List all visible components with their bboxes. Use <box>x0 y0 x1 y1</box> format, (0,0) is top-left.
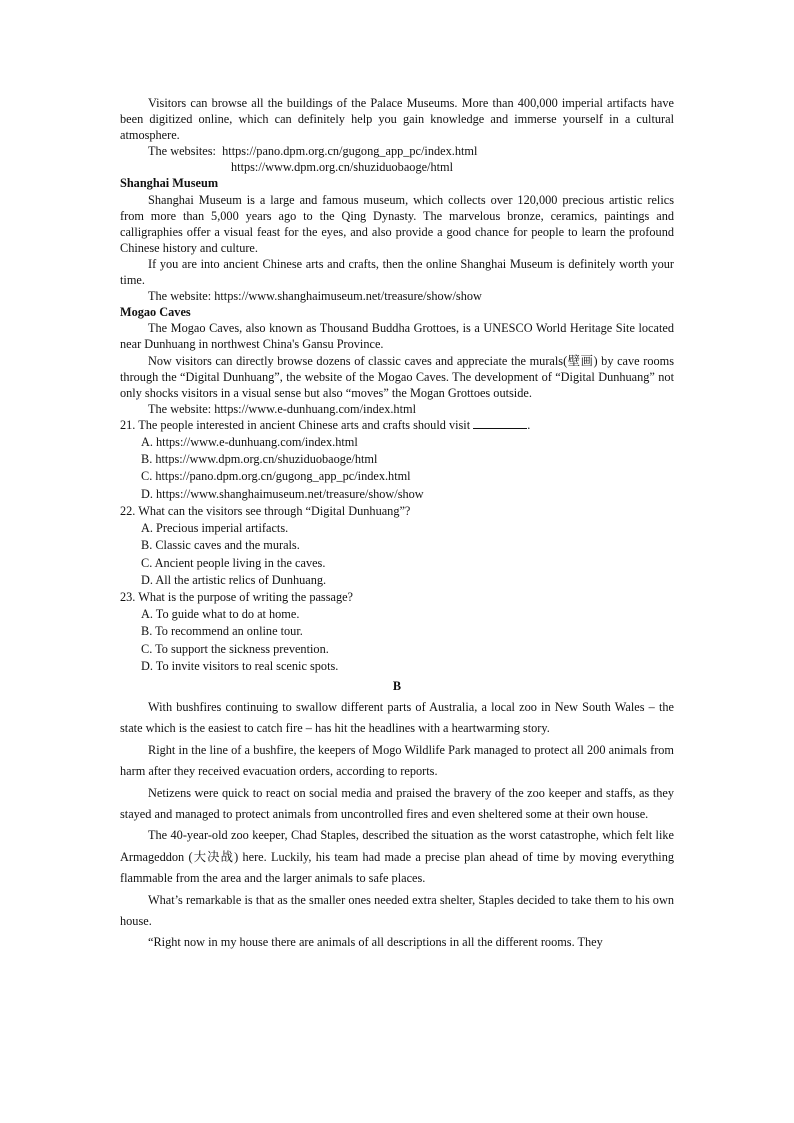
section-b-paragraph: Right in the line of a bushfire, the keepers of Mogo Wildlife Park managed to protect all 200 animals from harm after they received evacuation orders, according to reports. <box>120 742 674 779</box>
question-21-option-b[interactable]: B. https://www.dpm.org.cn/shuziduobaoge/html <box>141 452 378 467</box>
palace-websites <box>120 143 674 159</box>
palace-websites-label: The websites: <box>148 144 216 159</box>
question-21-option-d[interactable]: D. https://www.shanghaimuseum.net/treasure/show/show <box>141 486 424 501</box>
question-23-option-d[interactable]: D. To invite visitors to real scenic spots. <box>141 658 339 673</box>
palace-url-2[interactable]: https://www.dpm.org.cn/shuziduobaoge/html <box>231 160 454 175</box>
question-23-option-b[interactable]: B. To recommend an online tour. <box>141 624 303 639</box>
section-b-paragraph: What’s remarkable is that as the smaller ones needed extra shelter, Staples decided to take them to his own house. <box>120 892 674 928</box>
answer-blank <box>473 417 527 429</box>
section-b-paragraph: “Right now in my house there are animals of all descriptions in all the different rooms. They <box>148 935 603 950</box>
document-page <box>120 95 674 954</box>
section-b-paragraph: The 40-year-old zoo keeper, Chad Staples, described the situation as the worst catastrophe, which felt like Armageddon (大决战) here. Luckily, his team had made a precise plan ahead of time by moving everything flammable from the area and the larger animals to safe places. <box>120 828 674 886</box>
shanghai-heading: Shanghai Museum <box>120 176 219 191</box>
question-22-stem: 22. What can the visitors see through “Digital Dunhuang”? <box>120 503 411 518</box>
mogao-paragraph-1: The Mogao Caves, also known as Thousand Buddha Grottoes, is a UNESCO World Heritage Site located near Dunhuang in northwest China's Gansu Province. <box>120 321 674 352</box>
question-block <box>120 417 674 675</box>
section-b-paragraph: With bushfires continuing to swallow different parts of Australia, a local zoo in New South Wales – the state which is the easiest to catch fire – has hit the headlines with a heartwarming story. <box>120 699 674 736</box>
mogao-heading: Mogao Caves <box>120 305 191 320</box>
question-23-option-c[interactable]: C. To support the sickness prevention. <box>141 641 329 656</box>
shanghai-paragraph-2: If you are into ancient Chinese arts and crafts, then the online Shanghai Museum is definitely worth your time. <box>120 256 674 288</box>
question-21-option-c[interactable]: C. https://pano.dpm.org.cn/gugong_app_pc/index.html <box>141 469 411 484</box>
section-b-paragraph: Netizens were quick to react on social media and praised the bravery of the zoo keeper and staffs, as they stayed and managed to protect animals from uncontrolled fires and even sheltered some at their own house. <box>120 785 674 821</box>
section-a <box>120 95 674 417</box>
question-22-option-a[interactable]: A. Precious imperial artifacts. <box>141 521 289 536</box>
question-22-option-b[interactable]: B. Classic caves and the murals. <box>141 538 300 553</box>
section-b <box>120 697 674 954</box>
mogao-paragraph-2: Now visitors can directly browse dozens of classic caves and appreciate the murals(壁画) by cave rooms through the “Digital Dunhuang”, the website of the Mogao Caves. The development of “Digital Dunhuang” not only shocks visitors in a visual sense but also “moves” the Mogan Grottoes outside. <box>120 353 674 400</box>
question-21-stem: 21. The people interested in ancient Chinese arts and crafts should visit . <box>120 417 531 432</box>
question-22-option-c[interactable]: C. Ancient people living in the caves. <box>141 555 326 570</box>
question-23-option-a[interactable]: A. To guide what to do at home. <box>141 607 300 622</box>
section-b-label: B <box>392 678 402 693</box>
question-23-stem: 23. What is the purpose of writing the passage? <box>120 589 354 604</box>
question-22-option-d[interactable]: D. All the artistic relics of Dunhuang. <box>141 572 327 587</box>
shanghai-paragraph-1: Shanghai Museum is a large and famous museum, which collects over 120,000 precious artistic relics from more than 5,000 years ago to the Qing Dynasty. The marvelous bronze, ceramics, paintings and calligraphies offer a visual feast for the eyes, and also provide a good chance for people to learn the profound Chinese history and culture. <box>120 192 674 255</box>
shanghai-website: The website: https://www.shanghaimuseum.net/treasure/show/show <box>148 289 482 304</box>
mogao-website: The website: https://www.e-dunhuang.com/index.html <box>148 401 416 416</box>
palace-url-1[interactable]: https://pano.dpm.org.cn/gugong_app_pc/index.html <box>222 144 478 159</box>
question-21-option-a[interactable]: A. https://www.e-dunhuang.com/index.html <box>141 435 358 450</box>
palace-intro: Visitors can browse all the buildings of the Palace Museums. More than 400,000 imperial artifacts have been digitized online, which can definitely help you gain knowledge and immerse yourself in a cultural atmosphere. <box>120 96 674 143</box>
